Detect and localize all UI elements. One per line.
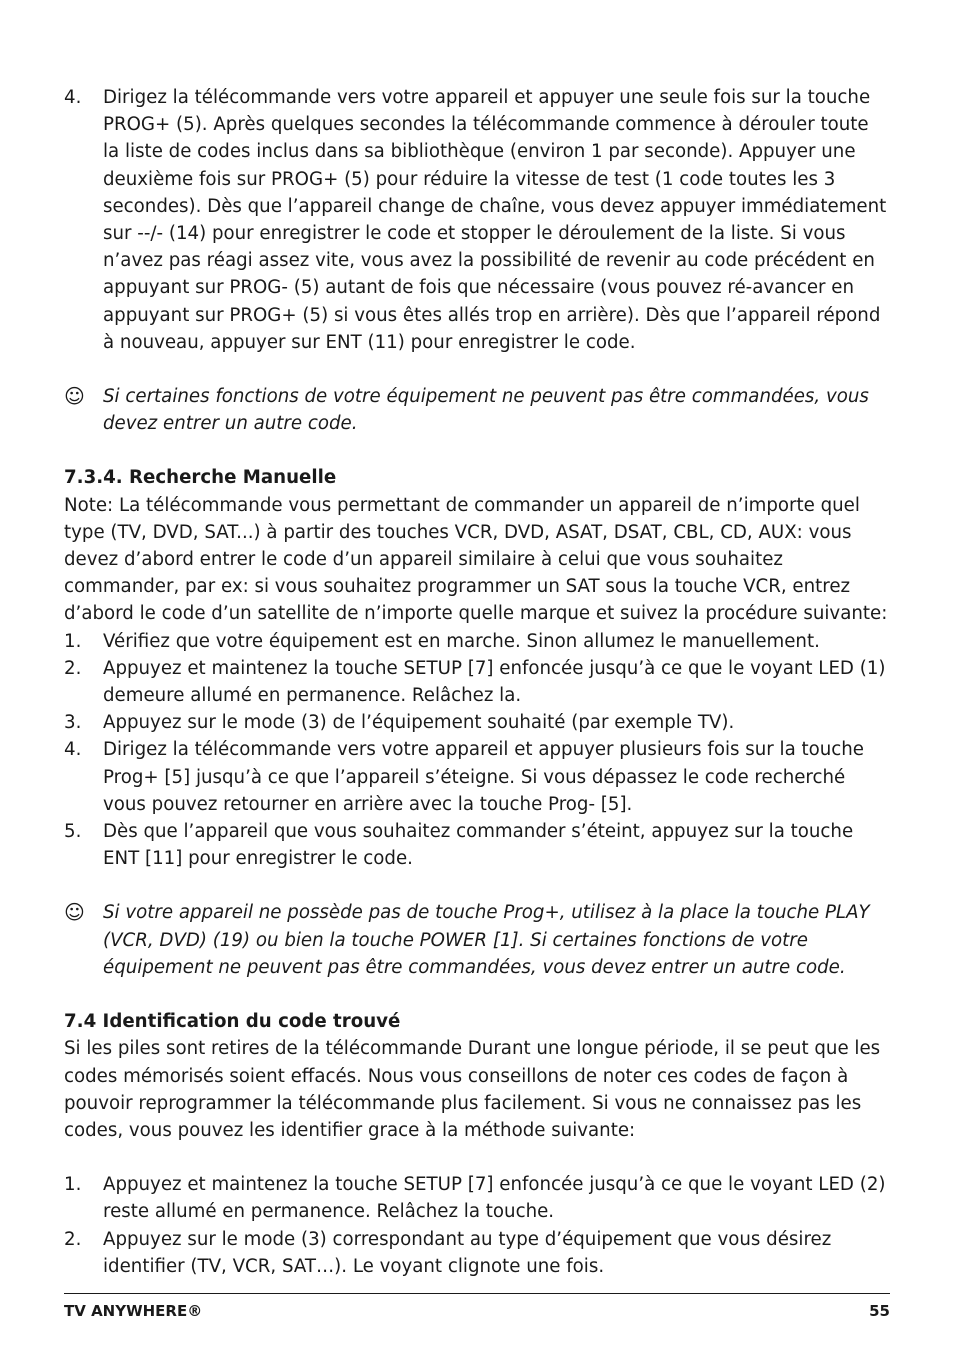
section-heading: 7.4 Identification du code trouvé [64, 1011, 401, 1033]
list-item [64, 736, 890, 818]
list-item [64, 709, 890, 736]
list-number: 2. [64, 1228, 82, 1250]
list-text: Vérifiez que votre équipement est en marche. Sinon allumez le manuellement. [103, 630, 820, 652]
list-text: Appuyez et maintenez la touche SETUP [7] enfoncée jusqu’à ce que le voyant LED (1) demeure allumé en permanence. Relâchez la. [103, 657, 886, 707]
list-text: Appuyez sur le mode (3) de l’équipement souhaité (par exemple TV). [103, 712, 735, 734]
smiley-icon: ☺ [64, 384, 85, 409]
smiley-icon: ☺ [64, 900, 85, 925]
list-number: 1. [64, 630, 82, 652]
tip-text: Si votre appareil ne possède pas de touche Prog+, utilisez à la place la touche PLAY (VCR, DVD) (19) ou bien la touche POWER [1]. Si certaines fonctions de votre équipement ne peuvent pas être commandées, vous devez entrer un autre code. [103, 902, 870, 978]
list-text: Appuyez sur le mode (3) correspondant au type d’équipement que vous désirez identifier (TV, VCR, SAT…). Le voyant clignote une fois. [103, 1228, 832, 1277]
tip-note [64, 899, 890, 981]
list-text: Dirigez la télécommande vers votre appareil et appuyer plusieurs fois sur la touche Prog+ [5] jusqu’à ce que l’appareil s’éteigne. Si vous dépassez le code recherché vous pouvez retourner en arrière avec la touche Prog- [5]. [103, 739, 864, 815]
section-intro: Note: La télécommande vous permettant de commander un appareil de n’importe quel type (TV, DVD, SAT...) à partir des touches VCR, DVD, ASAT, DSAT, CBL, CD, AUX: vous devez d’abord entrer le code d’un appareil similaire à celui que vous souhaitez commander, par ex: si vous souhaitez programmer un SAT sous la touche VCR, entrez d’abord le code d’un satellite de n’importe quelle marque et suivez la procédure suivante: [64, 494, 888, 625]
list-number: 4. [64, 739, 82, 761]
page-footer [64, 1293, 890, 1320]
list-number: 5. [64, 821, 82, 843]
footer-brand: TV ANYWHERE® [64, 1302, 203, 1320]
list-item [64, 1171, 890, 1225]
section-intro: Si les piles sont retires de la télécommande Durant une longue période, il se peut que les codes mémorisés soient effacés. Nous vous conseillons de noter ces codes de façon à pouvoir reprogrammer la télécommande plus facilement. Si vous ne connaissez pas les codes, vous pouvez les identifier grace à la méthode suivante: [64, 1038, 881, 1141]
page-content [64, 84, 890, 1280]
list-text: Dès que l’appareil que vous souhaitez commander s’éteint, appuyez sur la touche ENT [11] pour enregistrer le code. [103, 821, 854, 870]
list-item [64, 655, 890, 709]
list-number: 2. [64, 657, 82, 679]
tip-text: Si certaines fonctions de votre équipement ne peuvent pas être commandées, vous devez entrer un autre code. [103, 386, 869, 435]
list-text: Dirigez la télécommande vers votre appareil et appuyer une seule fois sur la touche PROG+ (5). Après quelques secondes la télécommande commence à dérouler toute la liste de codes inclus dans sa bibliothèque (environ 1 par seconde). Appuyer une deuxième fois sur PROG+ (5) pour réduire la vitesse de test (1 code toutes les 3 secondes). Dès que l’appareil change de chaîne, vous devez appuyer immédiatement sur --/- (14) pour enregistrer le code et stopper le déroulement de la liste. Si vous n’avez pas réagi assez vite, vous avez la possibilité de revenir au code précédent en appuyant sur PROG- (5) autant de fois que nécessaire (vous pouvez ré-avancer en appuyant sur PROG+ (5) si vous êtes allés trop en arrière). Dès que l’appareil répond à nouveau, appuyer sur ENT (11) pour enregistrer le code. [103, 87, 887, 353]
list-item [64, 818, 890, 872]
list-number: 1. [64, 1174, 82, 1196]
tip-note [64, 383, 890, 437]
list-number: 3. [64, 712, 82, 734]
list-item [64, 84, 890, 356]
list-item [64, 1226, 890, 1280]
list-item [64, 628, 890, 655]
section-heading: 7.3.4. Recherche Manuelle [64, 467, 337, 489]
page-number: 55 [869, 1302, 890, 1320]
list-text: Appuyez et maintenez la touche SETUP [7] enfoncée jusqu’à ce que le voyant LED (2) reste allumé en permanence. Relâchez la touche. [103, 1174, 886, 1223]
list-number: 4. [64, 87, 82, 108]
